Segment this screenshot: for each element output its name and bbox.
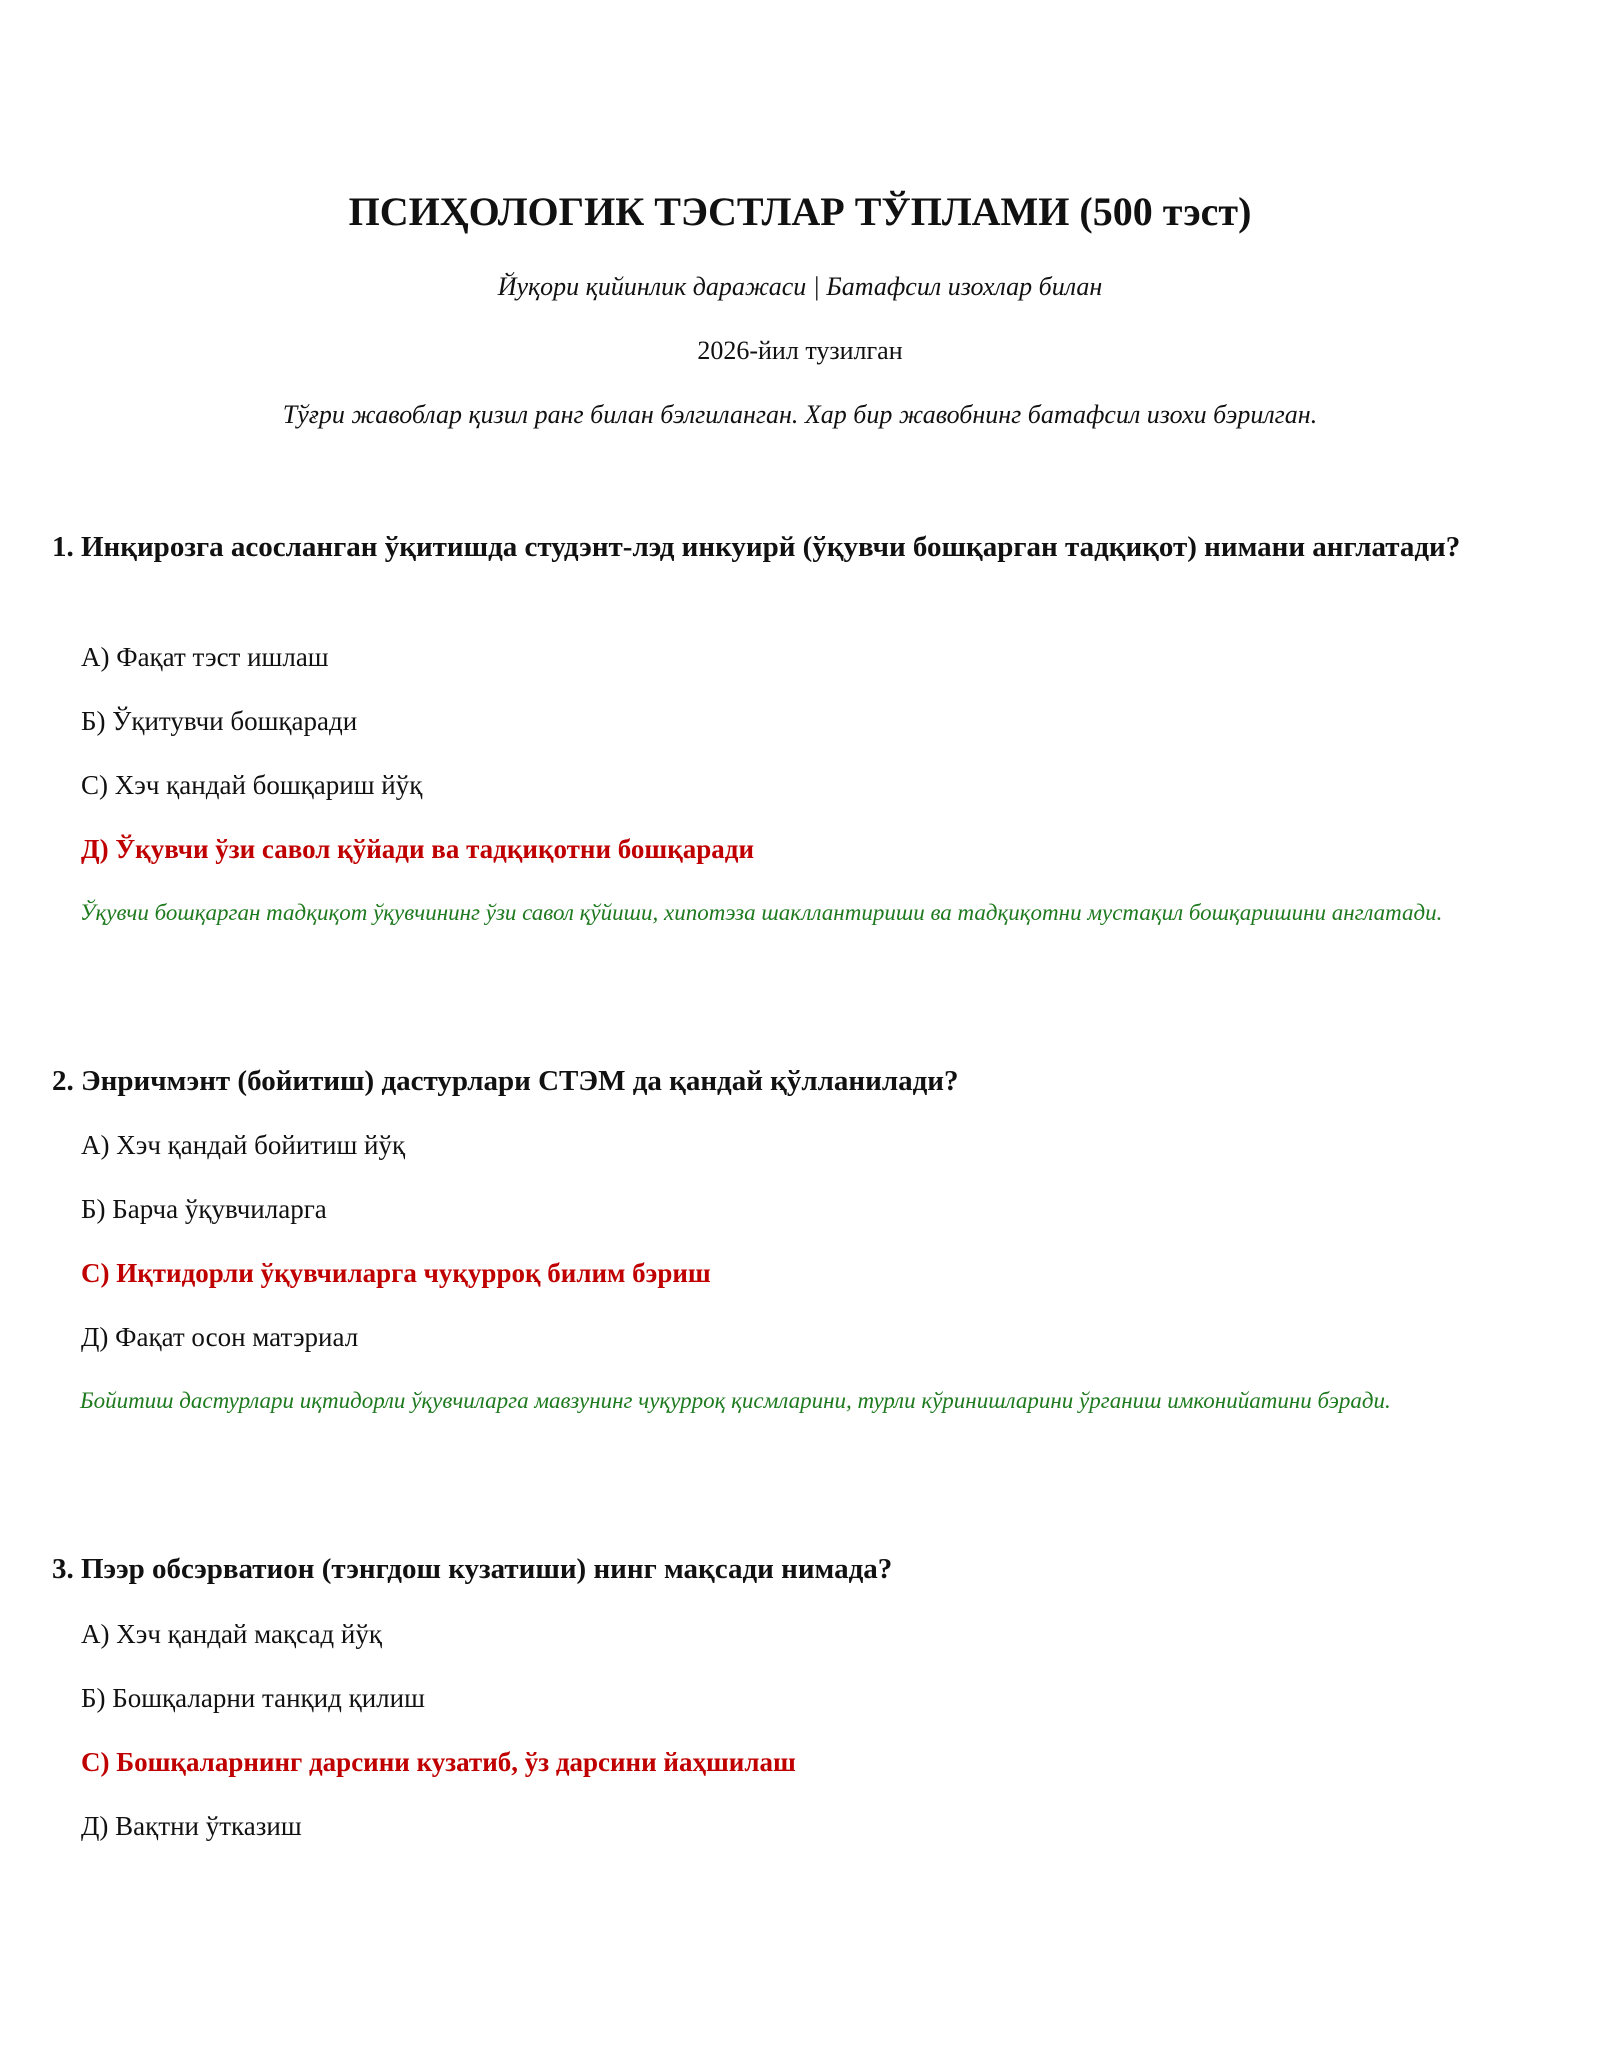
q1-option-b: Б) Ўқитувчи бошқаради: [81, 706, 358, 736]
q3-option-c-correct: С) Бошқаларнинг дарсини кузатиб, ўз дарсини йаҳшилаш: [81, 1747, 796, 1777]
legend-note: Тўғри жавоблар қизил ранг билан бэлгиланган. Хар бир жавобнинг батафсил изохи бэрилган.: [282, 400, 1318, 429]
page-title: ПСИҲОЛОГИК ТЭСТЛАР ТЎПЛАМИ (500 тэст): [348, 189, 1252, 234]
q1-option-d-correct: Д) Ўқувчи ўзи савол қўйади ва тадқиқотни бошқаради: [81, 834, 755, 864]
q3-option-b: Б) Бошқаларни танқид қилиш: [81, 1683, 425, 1713]
q3-option-d: Д) Вақтни ўтказиш: [81, 1811, 302, 1841]
compiled-year: 2026-йил тузилган: [697, 336, 903, 365]
q1-option-a: А) Фақат тэст ишлаш: [81, 642, 329, 672]
question-2: 2. Энричмэнт (бойитиш) дастурлари СТЭМ да қандай қўлланилади?: [52, 1065, 959, 1097]
page-subtitle: Йуқори қийинлик даражаси | Батафсил изохлар билан: [497, 272, 1103, 301]
q2-option-a: А) Хэч қандай бойитиш йўқ: [81, 1130, 406, 1160]
question-1: 1. Инқирозга асосланган ўқитишда студэнт-лэд инкуирй (ўқувчи бошқарган тадқиқот) нимани англатади?: [52, 531, 1461, 563]
q1-explanation: Ўқувчи бошқарган тадқиқот ўқувчининг ўзи савол қўйиши, хипотэза шакллантириши ва тадқиқотни мустақил бошқаришини англатади.: [80, 900, 1443, 925]
q2-explanation: Бойитиш дастурлари иқтидорли ўқувчиларга мавзунинг чуқурроқ қисмларини, турли кўринишларини ўрганиш имконийатини бэради.: [80, 1388, 1391, 1413]
q1-option-c: С) Хэч қандай бошқариш йўқ: [81, 770, 423, 800]
q2-option-d: Д) Фақат осон матэриал: [81, 1322, 359, 1352]
q3-option-a: А) Хэч қандай мақсад йўқ: [81, 1619, 382, 1649]
q2-option-b: Б) Барча ўқувчиларга: [81, 1194, 327, 1224]
question-3: 3. Пээр обсэрватион (тэнгдош кузатиши) нинг мақсади нимада?: [52, 1553, 893, 1585]
q2-option-c-correct: С) Иқтидорли ўқувчиларга чуқурроқ билим бэриш: [81, 1258, 711, 1288]
